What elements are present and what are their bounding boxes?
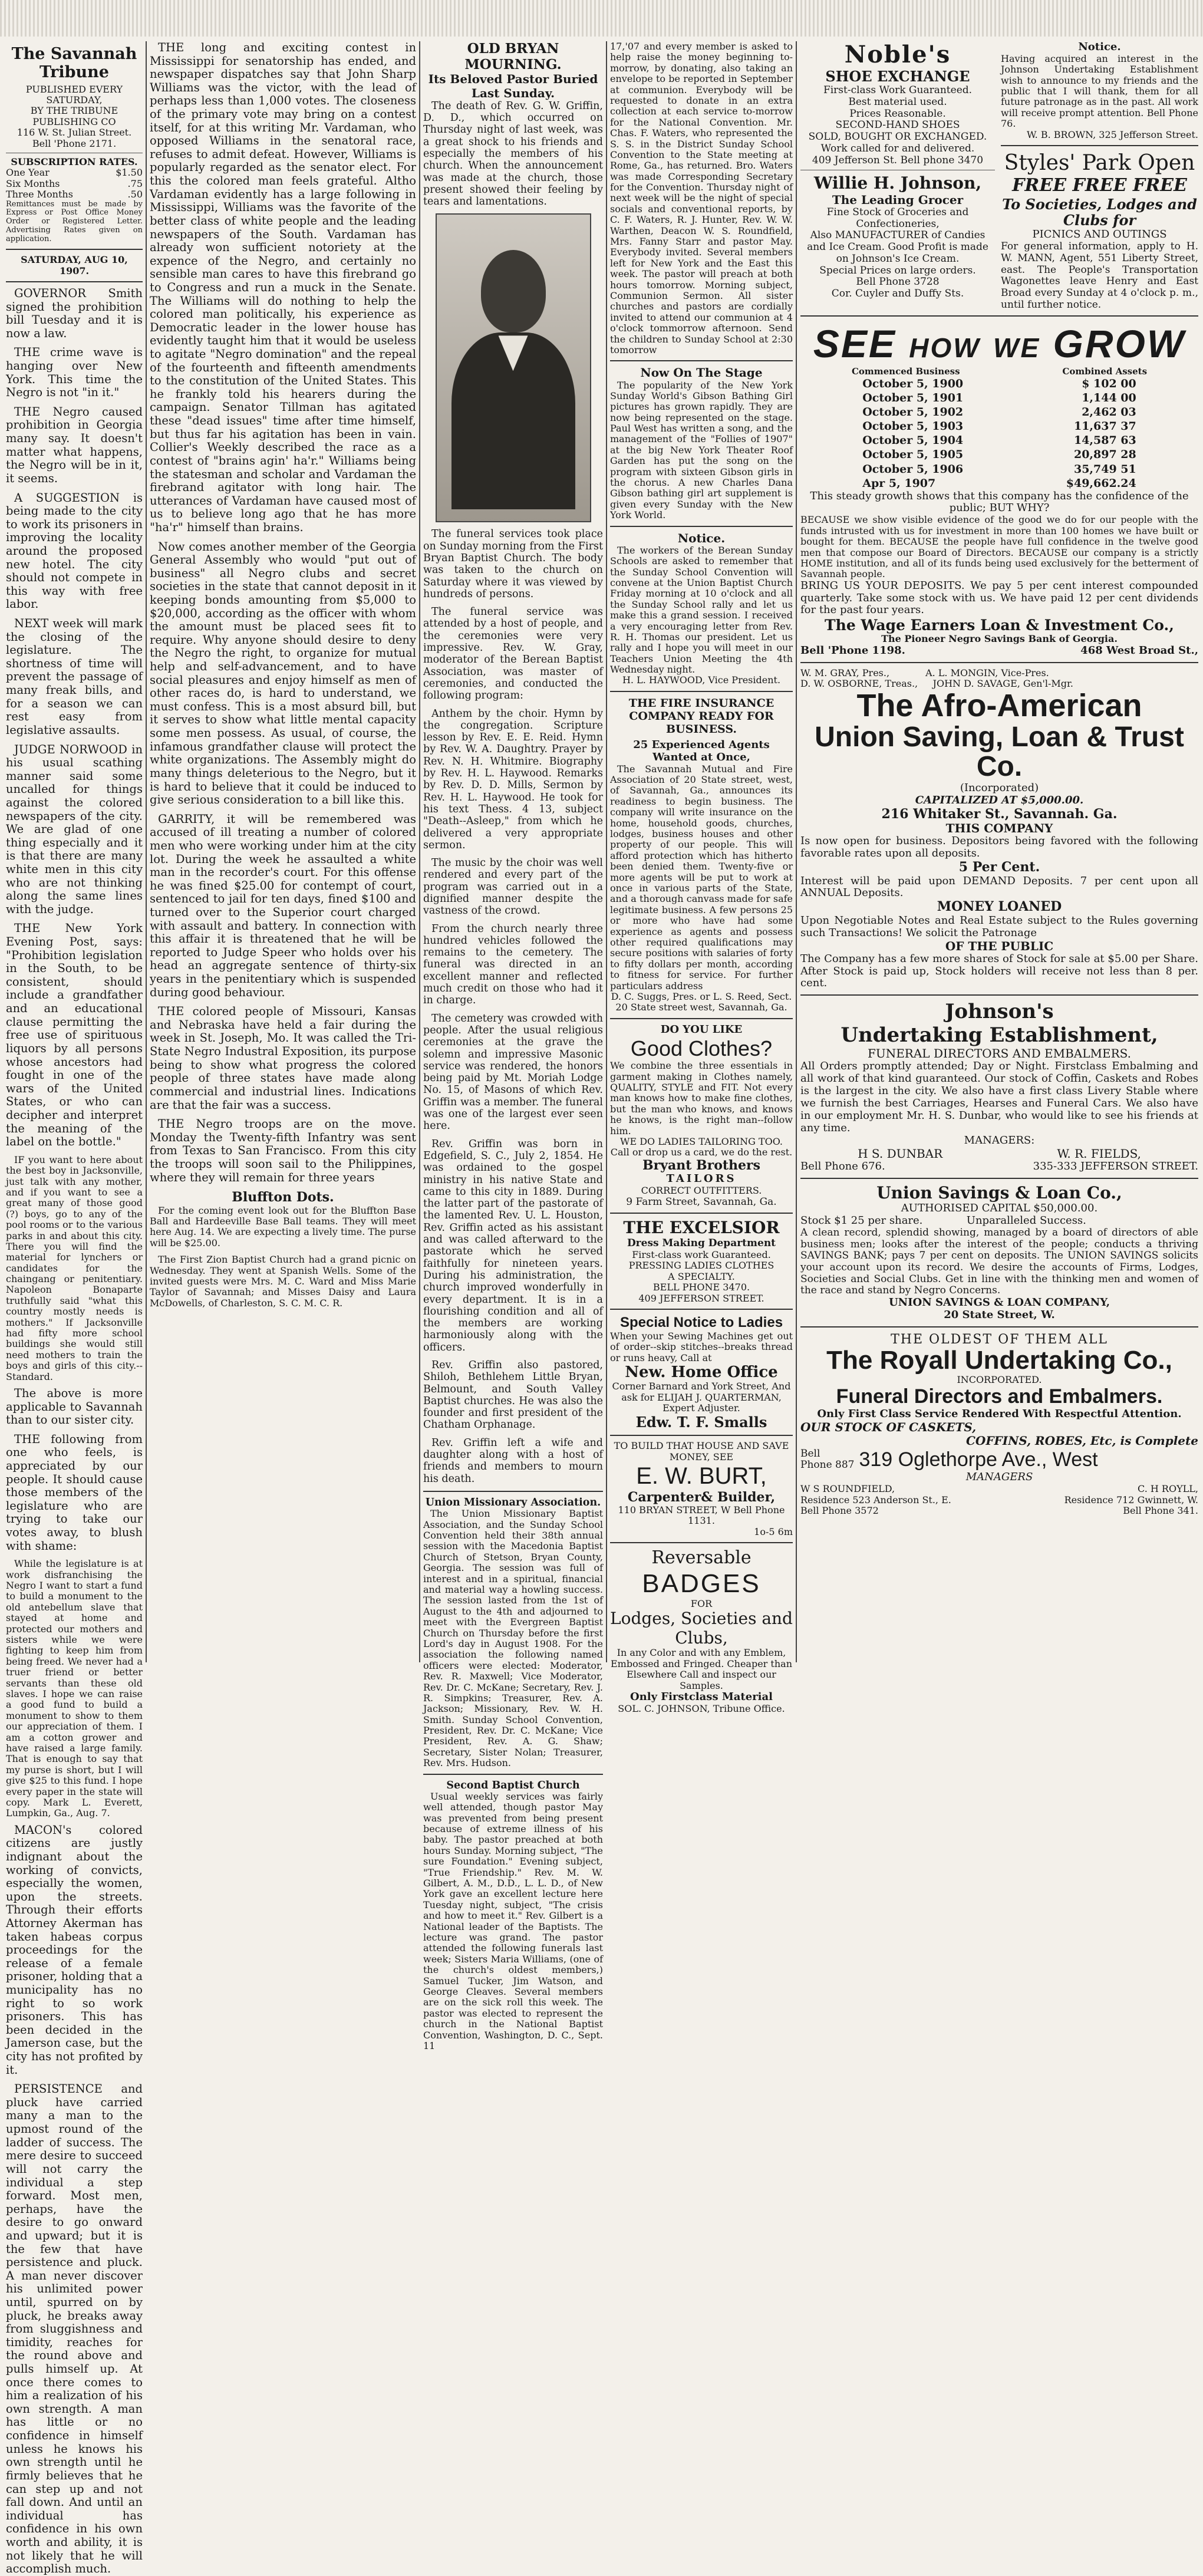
second-baptist-text: Usual weekly services was fairly well attended, though pastor May was prevented from being present because of extreme illness of his baby. The pastor preached at both hours Sunday. Morning subject, "The sure Foundation." Evening subject, "True Friendship." Rev. M. W. Gilbert, A. M., D.D., L. L. D., of New York gave an excellent lecture here Tuesday night, subject, "The crisis and how to meet it." Rev. Gilbert is a National leader of the Baptists. The lecture was grand. The pastor attended the following funerals last week; Sisters Maria Williams, (one of the church's oldest members,) Samuel Tucker, Jim Watson, and George Cleaves. Several members are on the sick roll this week. The pastor was elected to represent the church in the National Baptist Convention, Washington, D. C., Sept. 11 xyxy=(423,1790,603,2051)
editorial-paragraph: Now comes another member of the Georgia General Assembly who would "put out of business" all Negro clubs and secret societies in the state that cannot deposit in it keeping bonds amounting from $5,000 to $20,000, according as the officer with whom the amount must be placed sees fit to require. Why anyone should desire to deny the Negro the right, to organize for mutual help and self-advancement, and to have social pleasures and enjoy himself as men of other races do, is hard to understand, we must confess. This is a most absurd bill, but it serves to show what little mental capacity some men possess. As usual, of course, the infamous grandfather clause will protect the white organizations. The Assembly might do many things deleterious to the Negro, but it is hard to believe that it could be induced to give serious consideration to a bill like this. xyxy=(150,539,416,807)
shoe-line: 409 Jefferson St. Bell phone 3470 xyxy=(812,154,984,166)
col1-editorials xyxy=(6,287,143,1149)
griffin-title: OLD BRYAN MOURNING. xyxy=(464,41,562,73)
bluffton-paragraph: The First Zion Baptist Church had a grand picnic on Wednesday. They went at Spanish Wells. Some of the invited guests were Mrs. M. C. Ward and Miss Marie Taylor of Savannah; and Misses Daisy and Laura McDowells, of Charleston, S. C. M. C. R. xyxy=(150,1254,416,1309)
shoe-exchange: SHOE EXCHANGE xyxy=(825,68,970,85)
dress-line: 409 JEFFERSON STREET. xyxy=(638,1292,764,1304)
asset-row: October 5, 1904 14,587 63 xyxy=(862,434,1136,447)
union-company: UNION SAVINGS & LOAN COMPANY, xyxy=(888,1296,1110,1309)
fire-ins-title: THE FIRE INSURANCE COMPANY READY FOR BUSINESS. xyxy=(628,696,774,736)
afro-capital: CAPITALIZED AT $5,000.00. xyxy=(915,793,1084,806)
royall-oglethorpe: 319 Oglethorpe Ave., West xyxy=(859,1448,1098,1471)
shoe-line: First-class Work Guaranteed. xyxy=(823,84,973,97)
new-home-addr: Corner Barnard and York Street, And ask for ELIJAH J. QUARTERMAN, Expert Adjuster. xyxy=(612,1381,791,1414)
editorial-paragraph: THE Negro troops are on the move. Monday the Twenty-fifth Infantry was sent from Texas to San Francisco. From this city the troops will soon sail to the Philippines, where they will remain for three years xyxy=(150,1117,416,1184)
griffin-paragraph: Rev. Griffin left a wife and daughter along with a host of friends and members to mourn his death. xyxy=(423,1437,603,1485)
notice-sign: H. L. HAYWOOD, Vice President. xyxy=(622,674,781,686)
royall-stock: OUR STOCK OF CASKETS, xyxy=(800,1420,977,1435)
clothes-ladies: WE DO LADIES TAILORING TOO. Call or drop us a card, we do the rest. xyxy=(610,1136,793,1158)
new-home-office: New. Home Office xyxy=(625,1363,778,1382)
burt-code: 1o-5 6m xyxy=(754,1526,793,1537)
notice2-text: Having acquired an interest in the Johnson Undertaking Establishment wish to announce to my friends and the public that I will thank, them for all future patronage as in the past. All work will receive prompt attention. Bell Phone 76. xyxy=(1001,52,1198,130)
editorial-paragraph: NEXT week will mark the closing of the legislature. The shortness of time will prevent the passage of many freak bills, and for a season we can rest easy from legislative assaults. xyxy=(6,617,143,737)
afro-union: Union Saving, Loan & Trust Co. xyxy=(815,722,1184,783)
column-4 xyxy=(610,41,793,1714)
leading-grocer: The Leading Grocer xyxy=(832,192,964,207)
editorial-paragraph: GOVERNOR Smith signed the prohibition bill Tuesday and it is now a law. xyxy=(6,286,143,340)
stage-title: Now On The Stage xyxy=(640,365,763,380)
burt-address: 110 BRYAN STREET, W Bell Phone 1131. xyxy=(618,1504,785,1527)
col1-editorials-c xyxy=(6,1824,143,2576)
masthead-published: PUBLISHED EVERY SATURDAY, xyxy=(25,83,123,106)
rates-list xyxy=(6,167,143,200)
johnson-funeral: FUNERAL DIRECTORS AND EMBALMERS. xyxy=(867,1046,1132,1061)
growth-text: This steady growth shows that this company has the confidence of the public; BUT WHY? xyxy=(810,489,1189,515)
editorial-paragraph: THE colored people of Missouri, Kansas and Nebraska have held a fair during the week in St. Joseph, Mo. It was called the Tri-State Negro Industral Exposition, its purpose being to show what progress the colored people of three states have made along commercial and industrial lines. Indications are that the fair was a success. xyxy=(150,1004,416,1112)
column-rule xyxy=(606,41,607,1662)
editorial-paragraph: A SUGGESTION is being made to the city to work its prisoners in improving the locality around the proposed new hotel. The city should not compete in this way with free labor. xyxy=(6,490,143,611)
editorial-paragraph: PERSISTENCE and pluck have carried many a man to the upmost round of the ladder of success. The mere desire to succeed will not carry the individual a step forward. Most men, perhaps, have the desire to go onward and upward; but it is the few that have persistence and pluck. A man never discover his unlimited power until, spurred on by pluck, he breaks away from sluggishness and timidity, reaches for the round above and pulls himself up. At once there comes to him a realization of his own strength. A man has little or no confidence in himself unless he knows his own strength until he firmly believes that he can step up and not fall down. And until an individual has confidence in his own worth and ability, it is not likely that he will accomplish much. xyxy=(6,2082,143,2576)
royall-res: Residence 523 Anderson St., E. Residence 712 Gwinnett, W. xyxy=(800,1494,1198,1506)
stage-text: The popularity of the New York Sunday World's Gibson Bathing Girl pictures has grown rapidly. They are now being represented on the stage. Paul West has written a song, and the management of the "Follies of 1907" at the big New York Theater Roof Garden has put the song on the program with sixteen Gibson girls in the chorus. A new Charles Dana Gibson bathing girl art supplement is given every Sunday with the New York World. xyxy=(610,379,793,521)
dressmaking: Dress Making Department xyxy=(627,1237,776,1249)
because-text: BECAUSE we show visible evidence of the good we do for our people with the funds intrusted with us for investment in more than 100 homes we have built or bought for them. BECAUSE the people have full confidence in the twelve good men that compose our Board of Directors. BECAUSE our company is a strictly HOME institution, and all of its funds being used exclusively for the betterment of Savannah people. xyxy=(800,514,1198,580)
johnson-text: All Orders promptly attended; Day or Night. Firstclass Embalming and all work of that kind guaranteed. Our stock of Coffin, Caskets and Robes is the largest in the city. We also have a first class Livery Stable where we furnish the best Carriages, Hearses and Funeral Cars. We also have in our employment Mr. H. S. Dunbar, who would like to see his friends at any time. xyxy=(800,1060,1198,1134)
wage-contact: Bell 'Phone 1198. 468 West Broad St., xyxy=(800,644,1198,657)
top-border xyxy=(0,0,1203,37)
union-text: A clean record, splendid showing, managed by a board of directors of able business men; looks after the interest of the people; conducts a thriving SAVINGS BANK; pays 7 per cent on deposits. The UNION SAVINGS solicits your account upon its record. We desire the accounts of Firms, Lodges, Societies and Social Clubs. Get in line with the thinking men and women of the race and stand by Negro Concerns. xyxy=(800,1226,1198,1297)
dress-lines xyxy=(610,1250,793,1305)
editorial-paragraph: GARRITY, it will be remembered was accused of ill treating a number of colored men who were working under him at the city lot. During the week he assaulted a white man in the recorder's court. For this offense he was fined $25.00 for contempt of court, sentenced to jail for ten days, fined $100 and turned over to the Superior court charged with assault and battery. In connection with this affair it is threatened that he will be reported to Judge Speer who holds over his head an aggregate sentence of thirty-six years in the penitentiary which is suspended during good behaviour. xyxy=(150,812,416,999)
afro-text: Is now open for business. Depositors being favored with the following favorable rates upon all deposits. xyxy=(800,835,1198,860)
afro-public: OF THE PUBLIC xyxy=(945,938,1054,953)
col1-editorials-b xyxy=(6,1387,143,1553)
column-rule xyxy=(796,41,797,1662)
free-free: FREE FREE FREE xyxy=(1012,174,1187,196)
remittance-note: Remittances must be made by Express or Post Office Money Order or Registered Letter. Advertising Rates given on application. xyxy=(6,199,143,244)
asset-row: Apr 5, 1907 $49,662.24 xyxy=(862,476,1136,490)
dress-line: BELL PHONE 3470. xyxy=(652,1282,750,1293)
grocer-line: Special Prices on large orders. xyxy=(819,264,976,276)
afro-american: The Afro-American xyxy=(856,688,1142,724)
bluffton-text xyxy=(150,1205,416,1309)
asset-row: October 5, 1906 35,749 51 xyxy=(862,462,1136,476)
editorial-paragraph: The above is more applicable to Savannah than to our sister city. xyxy=(6,1386,143,1427)
griffin-article xyxy=(423,528,603,1485)
bring-text: BRING US YOUR DEPOSITS. We pay 5 per cent interest compounded quarterly. Take some stock with us. We have paid 12 per cent dividends for the past four years. xyxy=(800,579,1198,617)
badges-lodges: Lodges, Societies and Clubs, xyxy=(610,1609,793,1648)
notice-text: The workers of the Berean Sunday Schools are asked to remember that the Sunday School Convention will convene at the Union Baptist Church Friday morning at 10 o'clock and all the Sunday School rally and let us make this a grand session. I received a very encouraging letter from Rev. R. H. Thomas our president. Let us rally and I hope you will meet in our Teachers Union Meeting the 4th Wednesday night. xyxy=(610,544,793,676)
griffin-paragraph: The music by the choir was well rendered and every part of the program was carried out in a dignified manner despite the vastness of the crowd. xyxy=(423,857,603,917)
royall: The Royall Undertaking Co., xyxy=(826,1346,1172,1375)
griffin-lead: The death of Rev. G. W. Griffin, D. D., which occurred on Thursday night of last week, was a great shock to his friends and especially the members of his church. When the announcement was made at the church, those present showed their feeling by tears and lamentations. xyxy=(423,100,603,208)
griffin-paragraph: From the church nearly three hundred vehicles followed the remains to the cemetery. The funeral was directed in an excellent manner and reflected much credit on those who had it in charge. xyxy=(423,923,603,1007)
rate-row: Six Months .75 xyxy=(6,177,143,189)
afro-money-text: Upon Negotiable Notes and Real Estate subject to the Rules governing such Transactions! We solicit the Patronage xyxy=(800,914,1198,939)
pioneer-bank: The Pioneer Negro Savings Bank of Georgia. xyxy=(881,633,1118,645)
oldest: THE OLDEST OF THEM ALL xyxy=(891,1332,1108,1347)
badges-for: FOR xyxy=(690,1598,713,1610)
assets-headers: Commenced Business Combined Assets xyxy=(851,365,1148,377)
agents-title: 25 Experienced Agents Wanted at Once, xyxy=(633,738,770,763)
clothes-text: We combine the three essentials in garment making in Clothes namely, QUALITY, STYLE and FIT. Not every man knows how to make fine clothes, but the man who knows, and knows he knows, is the right man--follow him. xyxy=(610,1060,793,1137)
willie-johnson: Willie H. Johnson, xyxy=(813,173,982,193)
masthead-address: 116 W. St. Julian Street. xyxy=(17,127,132,139)
notice2-title: Notice. xyxy=(1078,41,1121,53)
column-3 xyxy=(423,41,603,2051)
grocer-line: Fine Stock of Groceries and Confectioneries, xyxy=(826,206,969,230)
afro-money: MONEY LOANED xyxy=(937,899,1062,915)
johnson-contact: Bell Phone 676. 335-333 JEFFERSON STREET. xyxy=(800,1159,1198,1172)
see-how-we-grow: SEE HOW WE GROW xyxy=(813,322,1186,366)
editorial-paragraph: THE crime wave is hanging over New York. This time the Negro is not "in it." xyxy=(6,345,143,400)
undertaking: Undertaking Establishment, xyxy=(841,1023,1158,1047)
noble-ad xyxy=(800,41,995,311)
griffin-paragraph: Rev. Griffin also pastored, Shiloh, Bethlehem Little Bryan, Belmount, and South Valley Baptist churches. He was also the founder and first president of the Chatham Orphanage. xyxy=(423,1359,603,1431)
wage-earners: The Wage Earners Loan & Investment Co., xyxy=(825,617,1174,634)
styles-picnics: PICNICS AND OUTINGS xyxy=(1032,228,1167,241)
grocer-line: Bell Phone 3728 xyxy=(856,276,940,288)
rates-heading: SUBSCRIPTION RATES. xyxy=(11,156,138,167)
officers-2: D. W. OSBORNE, Treas., JOHN D. SAVAGE, Gen'l-Mgr. xyxy=(800,677,1073,689)
union-share: Stock $1 25 per share. Unparalleled Success. xyxy=(800,1214,1086,1227)
royall-fd: Funeral Directors and Embalmers. xyxy=(836,1385,1163,1408)
rate-row: One Year $1.50 xyxy=(6,167,143,179)
editorial-paragraph: THE Negro caused prohibition in Georgia many say. It doesn't matter what happens, the Negro will be in it, it seems. xyxy=(6,404,143,485)
shoe-line: Work called for and delivered. xyxy=(820,142,975,154)
griffin-paragraph: The funeral service was attended by a host of people, and the ceremonies were very impressive. Rev. W. Gray, moderator of the Berean Baptist Association, was master of ceremonies, and conducted the following program: xyxy=(423,606,603,702)
officers-1: W. M. GRAY, Pres., A. L. MONGIN, Vice-Pres. xyxy=(800,667,1049,678)
union-assoc-text: The Union Missionary Baptist Association, and the Sunday School Convention held their 38th annual session with the Macedonia Baptist Church of Stetson, Bryan County, Georgia. The session was full of interest and in a spiritual, financial and material way a howling success. The session lasted from the 1st of August to the 4th and adjourned to meet with the Evergreen Baptist Church on Thursday before the first Lord's day in August 1908. For the association the following named officers were elected: Moderator, Rev. R. Maxwell; Vice Moderator, Rev. Dr. C. McKane; Secretary, Rev. J. R. Simpkins; Treasurer, Rev. A. Jackson; Missionary, Rev. W. H. Smith. Sunday School Convention, President, Rev. Dr. C. McKane; Vice President, Rev. A. G. Shaw; Secretary, Sister Nolan; Treasurer, Rev. Mrs. Hudson. xyxy=(423,1508,603,1769)
badges-text: In any Color and with any Emblem, Embossed and Fringed. Cheaper than Elsewhere Call and inspect our Samples. xyxy=(611,1647,792,1691)
col2-editorials xyxy=(150,41,416,1184)
editorial-paragraph: THE following from one who feels, is appreciated by our people. It should cause those members of the legislature who are trying to take our votes away, to blush with shame: xyxy=(6,1432,143,1553)
special-notice: Special Notice to Ladies xyxy=(619,1315,783,1331)
editorial-paragraph: MACON's colored citizens are justly indignant about the working of convicts, especially the women, upon the streets. Through their efforts Attorney Akerman has taken habeas corpus proceedings for the release of a female prisoner, holding that a municipality has no right to so work prisoners. This has been decided in the Jamerson case, but the city has not profited by it. xyxy=(6,1823,143,2077)
rate-row: Three Months .50 xyxy=(6,189,143,200)
griffin-paragraph: The cemetery was crowded with people. After the usual religious ceremonies at the grave the solemn and impressive Masonic service was rendered, the honors being paid by Mt. Moriah Lodge No. 15, of Masons of which Rev. Griffin was a member. The funeral was one of the largest ever seen here. xyxy=(423,1012,603,1132)
editorial-paragraph: THE New York Evening Post, says: "Prohibition legislation in the South, to be consistent, should include a grandfather and an educational clause permitting the free use of spirituous liquors by all persons whose ancestors had fought in one of the wars of the United States, or who can decipher and interpret the meaning of the label on the bottle." xyxy=(6,921,143,1149)
good-clothes: Good Clothes? xyxy=(630,1036,773,1060)
notice-styles-ad xyxy=(1001,41,1198,311)
burt-name: E. W. BURT, xyxy=(636,1463,767,1490)
asset-row: October 5, 1905 20,897 28 xyxy=(862,448,1136,462)
burt-trade: Carpenter& Builder, xyxy=(627,1489,776,1505)
masthead-phone: Bell 'Phone 2171. xyxy=(32,137,117,149)
afro-address: 216 Whitaker St., Savannah. Ga. xyxy=(881,806,1118,822)
agents-sign: D. C. Suggs, Pres. or L. S. Reed, Sect. 20 State street west, Savannah, Ga. xyxy=(611,990,792,1013)
grocer-lines xyxy=(800,207,995,300)
badges-sign: SOL. C. JOHNSON, Tribune Office. xyxy=(618,1702,785,1714)
griffin-subtitle: Its Beloved Pastor Buried Last Sunday. xyxy=(428,72,598,100)
afro-incorporated: (Incorporated) xyxy=(960,781,1039,794)
column-rule xyxy=(146,41,147,1662)
afro-interest: Interest will be paid upon DEMAND Deposits. 7 per cent upon all ANNUAL Deposits. xyxy=(800,874,1198,900)
royall-coffins: COFFINS, ROBES, Etc, is Complete xyxy=(966,1434,1198,1448)
outfitters: CORRECT OUTFITTERS. xyxy=(641,1185,762,1197)
asset-row: October 5, 1901 1,144 00 xyxy=(862,391,1136,405)
royall-address-row xyxy=(800,1448,1198,1471)
shoe-line: Best material used. xyxy=(848,95,947,108)
grocer-line: Cor. Cuyler and Duffy Sts. xyxy=(831,287,964,299)
dress-line: PRESSING LADIES CLOTHES xyxy=(628,1260,774,1271)
special-text: When your Sewing Machines get out of order--skip stitches--breaks thread or runs heavy, Call at xyxy=(610,1330,793,1363)
burt-intro: TO BUILD THAT HOUSE AND SAVE MONEY, SEE xyxy=(614,1440,789,1462)
assets-table xyxy=(860,377,1139,490)
second-baptist-title: Second Baptist Church xyxy=(446,1779,580,1791)
masthead-publisher: BY THE TRIBUNE PUBLISHING CO xyxy=(30,105,118,127)
griffin-paragraph: Rev. Griffin was born in Edgefield, S. C., July 2, 1854. He was ordained to the gospel ministry in his native State and came to this city in 1889. During the latter part of the pastorate of the lamented Rev. U. L. Houston, Rev. Griffin acted as his assistant and was called afterward to the pastorate which he served faithfully for nineteen years. During his administration, the church improved wonderfully in every department. It is in a flourishing condition and all of the members are working harmoniously along with the officers. xyxy=(423,1138,603,1353)
notice2-sign: W. B. BROWN, 325 Jefferson Street. xyxy=(1027,129,1198,140)
griffin-paragraph: Anthem by the choir. Hymn by the congregation. Scripture lesson by Rev. E. E. Reid. Hymn by Rev. W. A. Daughtry. Prayer by Rev. N. H. Whitmire. Biography by Rev. H. L. Haywood. Remarks by Rev. D. D. Mills, Sermon by Rev. H. L. Haywood. He took for his text Thess. 4 13, subject "Death--Asleep," from which he delivered a very appropriate sermon. xyxy=(423,707,603,851)
johnsons: Johnson's xyxy=(945,1000,1054,1024)
second-baptist-cont: 17,'07 and every member is asked to help raise the money beginning to-morrow, by donating, also taking an envelope to be reported in September at communion. Everybody will be requested to donate in an extra collection at each service to-morrow for the National Convention. Mr. Chas. F. Waters, who represented the S. S. in the District Sunday School Convention to the State meeting at Rome, Ga., has returned. Bro. Waters was made Corresponding Secretary for the Convention. Thursday night of next week will be the night of special socials and conventional reports, by C. F. Waters, R. J. Hunter, Rev. W. W. Warthen, Deacon W. S. Roundfield, Mrs. Fanny Starr and pastor May. Everybody invited. Several members left for New York and the East this week. The pastor will preach at both hours tomorrow. Morning subject, Communion Sermon. All sister churches and pastors are cordially invited to attend our communion at 4 o'clock tommorrow afternoon. Send the children to Sunday School at 2:30 tomorrow xyxy=(610,41,793,355)
afro-stock: The Company has a few more shares of Stock for sale at $5.00 per Share. After Stock is paid up, Stock holders will receive not less than 8 per. cent. xyxy=(800,952,1198,990)
column-2 xyxy=(150,41,416,1668)
editorial-paragraph: THE long and exciting contest in Mississippi for senatorship has ended, and newspaper dispatches say that John Sharp Williams was the victor, with the lead of perhaps less than 1,000 votes. The closeness of the primary vote may bring on a contest itself, for at this writing Mr. Vardaman, who opposed Williams in the senatoral race, refuses to admit defeat. However, Williams is popularly regarded as the senator elect. For this the colored man feels grateful. Altho Vardaman evidently has a large following in Mississippi, Williams was the favorite of the better class of white people and the leading newspapers of the South. Vardaman has already won sufficient notoriety at the expence of the Negro, and certainly no sensible man cares to have this firebrand go to Congress and run a muck in the Senate. The Williams will do nothing to help the colored man politically, his experience as Democratic leader in the lower house has evidently taught him that it would be useless to agitate "Negro domination" and the repeal of the fourteenth and fifteenth amendments to the constitution of the United States. This he frankly told his hearers during the campaign. Senator Tillman has agitated these "dead issues" time after time himself, but thus far his agitation has been in vain. Collier's Weekly described the race as a contest of "brains agin' ha'r." Williams being the statesman and scholar and Vardaman the firebrand agitator with long hair. The utterances of Vardaman have caused most of us to believe long ago that he has more "ha'r" himself than brains. xyxy=(150,41,416,534)
masthead-title: The Savannah Tribune xyxy=(11,45,137,82)
johnson-mgrs: H S. DUNBAR W. R. FIELDS, xyxy=(858,1146,1141,1161)
jacksonville-quote: IF you want to here about the best boy in Jacksonville, just talk with any mother, and if you want to see a great many of those good (?) boys, go to any of the pool rooms or to the various parks in and about this city. There you will find the material for lynchers or candidates for the chaingang or penitentiary. Napoleon Bonaparte truthfully said "what this country mostly needs is mothers." If Jacksonville had fifty more school buildings she would still need mothers to train the boys and girls of this city.--Standard. xyxy=(6,1154,143,1382)
excelsior: THE EXCELSIOR xyxy=(623,1218,780,1238)
royall-mgrs: W S ROUNDFIELD, C. H ROYLL, xyxy=(800,1483,1198,1494)
styles-park: Styles' Park Open xyxy=(1004,151,1195,175)
tailors: TAILORS xyxy=(666,1172,737,1185)
union-savings: Union Savings & Loan Co., xyxy=(876,1182,1122,1203)
asset-row: October 5, 1902 2,462 03 xyxy=(862,406,1136,419)
asset-row: October 5, 1903 11,637 37 xyxy=(862,420,1136,433)
badges-reversable: Reversable xyxy=(651,1547,752,1569)
noble-title: Noble's xyxy=(844,41,951,68)
editorial-paragraph: JUDGE NORWOOD in his usual scathing manner said some uncalled for things against the colored newspapers of the city. We are glad of one thing especially and it is that there are many white men in this city who are not thinking along the same lines with the judge. xyxy=(6,742,143,916)
asset-row: October 5, 1900 $ 102 00 xyxy=(862,377,1136,391)
column-rule xyxy=(419,41,420,1662)
column-5 xyxy=(800,41,1198,1668)
smalls-name: Edw. T. F. Smalls xyxy=(635,1413,767,1431)
afro-five: 5 Per Cent. xyxy=(958,859,1040,875)
notice-title: Notice. xyxy=(677,531,726,545)
royall-service: Only First Class Service Rendered With Respectful Attention. xyxy=(817,1408,1182,1421)
shoe-lines xyxy=(800,85,995,166)
shoe-line: SOLD, BOUGHT OR EXCHANGED. xyxy=(808,131,987,143)
union-capital: AUTHORISED CAPITAL $50,000.00. xyxy=(901,1202,1098,1215)
styles-text: For general information, apply to H. W. MANN, Agent, 551 Liberty Street, east. The People's Transportation Wagonettes leave Henry and East Broad every Sunday at 4 o'clock p. m., until further notice. xyxy=(1001,241,1198,311)
shoe-line: SECOND-HAND SHOES xyxy=(835,119,960,131)
royall-ph: Bell Phone 3572 Bell Phone 341. xyxy=(800,1505,1198,1517)
royall-bell: Bell Phone 887 xyxy=(800,1447,855,1471)
monument-letter: While the legislature is at work disfranchising the Negro I want to start a fund to build a monument to the old antebellum slave that stayed at home and protected our mothers and sisters while we were fighting to keep him from being freed. We never had a truer friend or better servants than these old slaves. I hope we can raise a good fund to build a monument to show to them our appreciation of them. I am a cotton grower and have raised a large family. That is enough to say that my purse is short, but I will give $25 to this fund. I hope every paper in the state will copy. Mark L. Everett, Lumpkin, Ga., Aug. 7. xyxy=(6,1558,143,1819)
johnson-managers: MANAGERS: xyxy=(964,1134,1035,1147)
shoe-line: Prices Reasonable. xyxy=(849,107,946,120)
dress-line: A SPECIALTY. xyxy=(668,1270,735,1282)
column-1 xyxy=(6,41,143,2576)
union-assoc-title: Union Missionary Association. xyxy=(425,1496,601,1508)
royall-inc: INCORPORATED. xyxy=(957,1373,1042,1385)
badges-material: Only Firstclass Material xyxy=(629,1690,773,1703)
afro-this-co: THIS COMPANY xyxy=(945,821,1053,836)
issue-date: SATURDAY, AUG 10, 1907. xyxy=(21,254,128,276)
portrait-photo xyxy=(436,213,591,522)
top-ads-row xyxy=(800,41,1198,311)
bluffton-title: Bluffton Dots. xyxy=(232,1190,334,1205)
grocer-line: Also MANUFACTURER of Candies and Ice Cream. Good Profit is made on Johnson's Ice Cream. xyxy=(807,229,988,265)
bluffton-paragraph: For the coming event look out for the Bluffton Base Ball and Hardeeville Base Ball teams. They will meet here Aug. 14. We are expecting a lively time. The purse will be $25.00. xyxy=(150,1204,416,1249)
dress-line: First-class work Guaranteed. xyxy=(632,1249,771,1260)
union-address: 20 State Street, W. xyxy=(944,1309,1055,1322)
agents-text: The Savannah Mutual and Fire Association of 20 State street, west, of Savannah, Ga., announces its readiness to begin business. The company will write insurance on the home, household goods, churches, lodges, business houses and other property of our people. This will afford protection which has hitherto been denied them. Twenty-five or more agents will be put to work at once in various parts of the State, and a thorough canvass made for safe legitimate business. A few persons 25 or more who have had some experience as agents and possess other required qualifications may secure positions with salaries of forty to fifty dollars per month, according to fitness for service. For further particulars address xyxy=(610,763,793,991)
griffin-paragraph: The funeral services took place on Sunday morning from the First Bryan Baptist Church. The body was taken to the church on Saturday where it was viewed by hundreds of persons. xyxy=(423,528,603,600)
clothes-question: DO YOU LIKE xyxy=(660,1023,743,1036)
badges-title: BADGES xyxy=(642,1569,761,1599)
styles-societies: To Societies, Lodges and Clubs for xyxy=(1002,195,1197,229)
bryant-address: 9 Farm Street, Savannah, Ga. xyxy=(626,1195,777,1208)
royall-managers: MANAGERS xyxy=(965,1471,1033,1484)
bryant-brothers: Bryant Brothers xyxy=(642,1157,761,1173)
